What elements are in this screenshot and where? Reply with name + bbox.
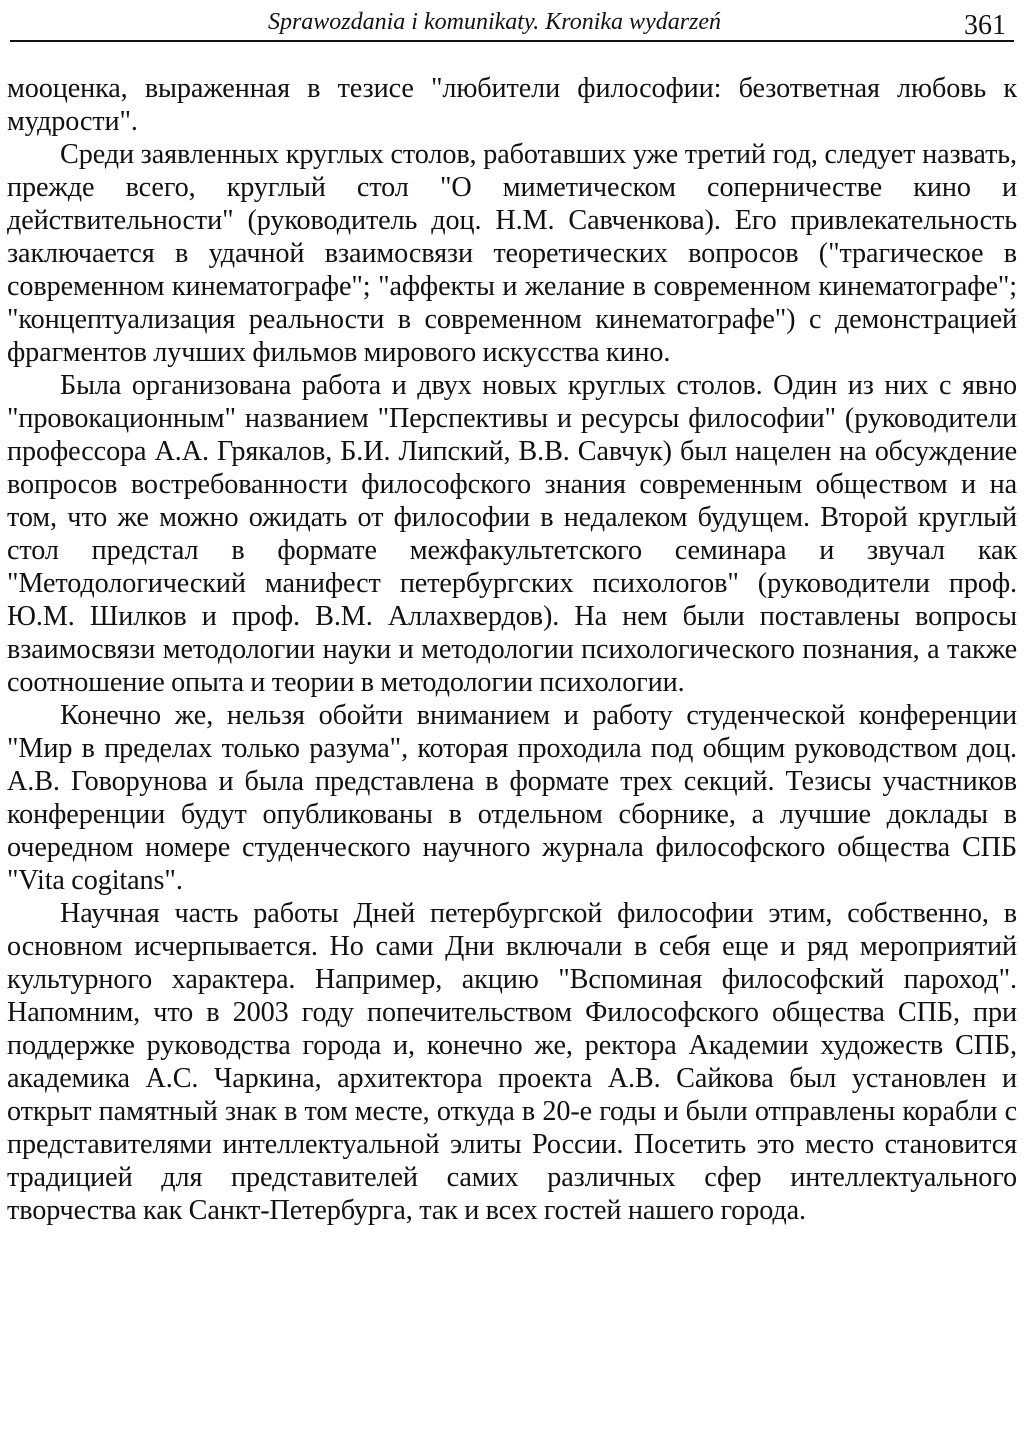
page-number: 361 [964, 10, 1006, 41]
paragraph-cultural-events: Научная часть работы Дней петербургской философии этим, собственно, в основном исчерпывается. Но сами Дни включали в себя еще и ряд мероприятий культурного характера. Например, акцию "Вспоминая философский пароход". Напомним, что в 2003 году попечительством Философского общества СПБ, при поддержке руководства города и, конечно же, ректора Академии художеств СПБ, академика А.С. Чаркина, архитектора проекта А.В. Сайкова был установлен и открыт памятный знак в том месте, откуда в 20-е годы и были отправлены корабли с представителями интеллектуальной элиты России. Посетить это место становится традицией для представителей самих различных сфер интеллектуального творчества как Санкт-Петербурга, так и всех гостей нашего города. [7, 898, 1017, 1226]
running-header [10, 0, 1014, 42]
paragraph-round-table-cinema: Среди заявленных круглых столов, работавших уже третий год, следует назвать, прежде всего, круглый стол "О миметическом соперничестве кино и действительности" (руководитель доц. Н.М. Савченкова). Его привлекательность заключается в удачной взаимосвязи теоретических вопросов ("трагическое в современном кинематографе"; "аффекты и желание в современном кинематографе"; "концептуализация реальности в современном кинематографе") с демонстрацией фрагментов лучших фильмов мирового искусства кино. [7, 139, 1017, 368]
paragraph-new-round-tables: Была организована работа и двух новых круглых столов. Один из них с явно "провокационным" названием "Перспективы и ресурсы философии" (руководители профессора А.А. Грякалов, Б.И. Липский, В.В. Савчук) был нацелен на обсуждение вопросов востребованности философского знания современным обществом и на том, что же можно ожидать от философии в недалеком будущем. Второй круглый стол предстал в формате межфакультетского семинара и звучал как "Методологический манифест петербургских психологов" (руководители проф. Ю.М. Шилков и проф. В.М. Аллахвердов). На нем были поставлены вопросы взаимосвязи методологии науки и методологии психологического познания, а также соотношение опыта и теории в методологии психологии. [7, 370, 1017, 698]
running-title: Sprawozdania i komunikaty. Kronika wydarzeń [267, 9, 722, 35]
paragraph-continuation: мооценка, выраженная в тезисе "любители философии: безответная любовь к мудрости". [7, 73, 1017, 137]
paragraph-student-conference: Конечно же, нельзя обойти вниманием и работу студенческой конференции "Мир в пределах только разума", которая проходила под общим руководством доц. А.В. Говорунова и была представлена в формате трех секций. Тезисы участников конференции будут опубликованы в отдельном сборнике, а лучшие доклады в очередном номере студенческого научного журнала философского общества СПБ "Vita cogitans". [7, 700, 1017, 896]
article-body [7, 72, 1017, 1227]
